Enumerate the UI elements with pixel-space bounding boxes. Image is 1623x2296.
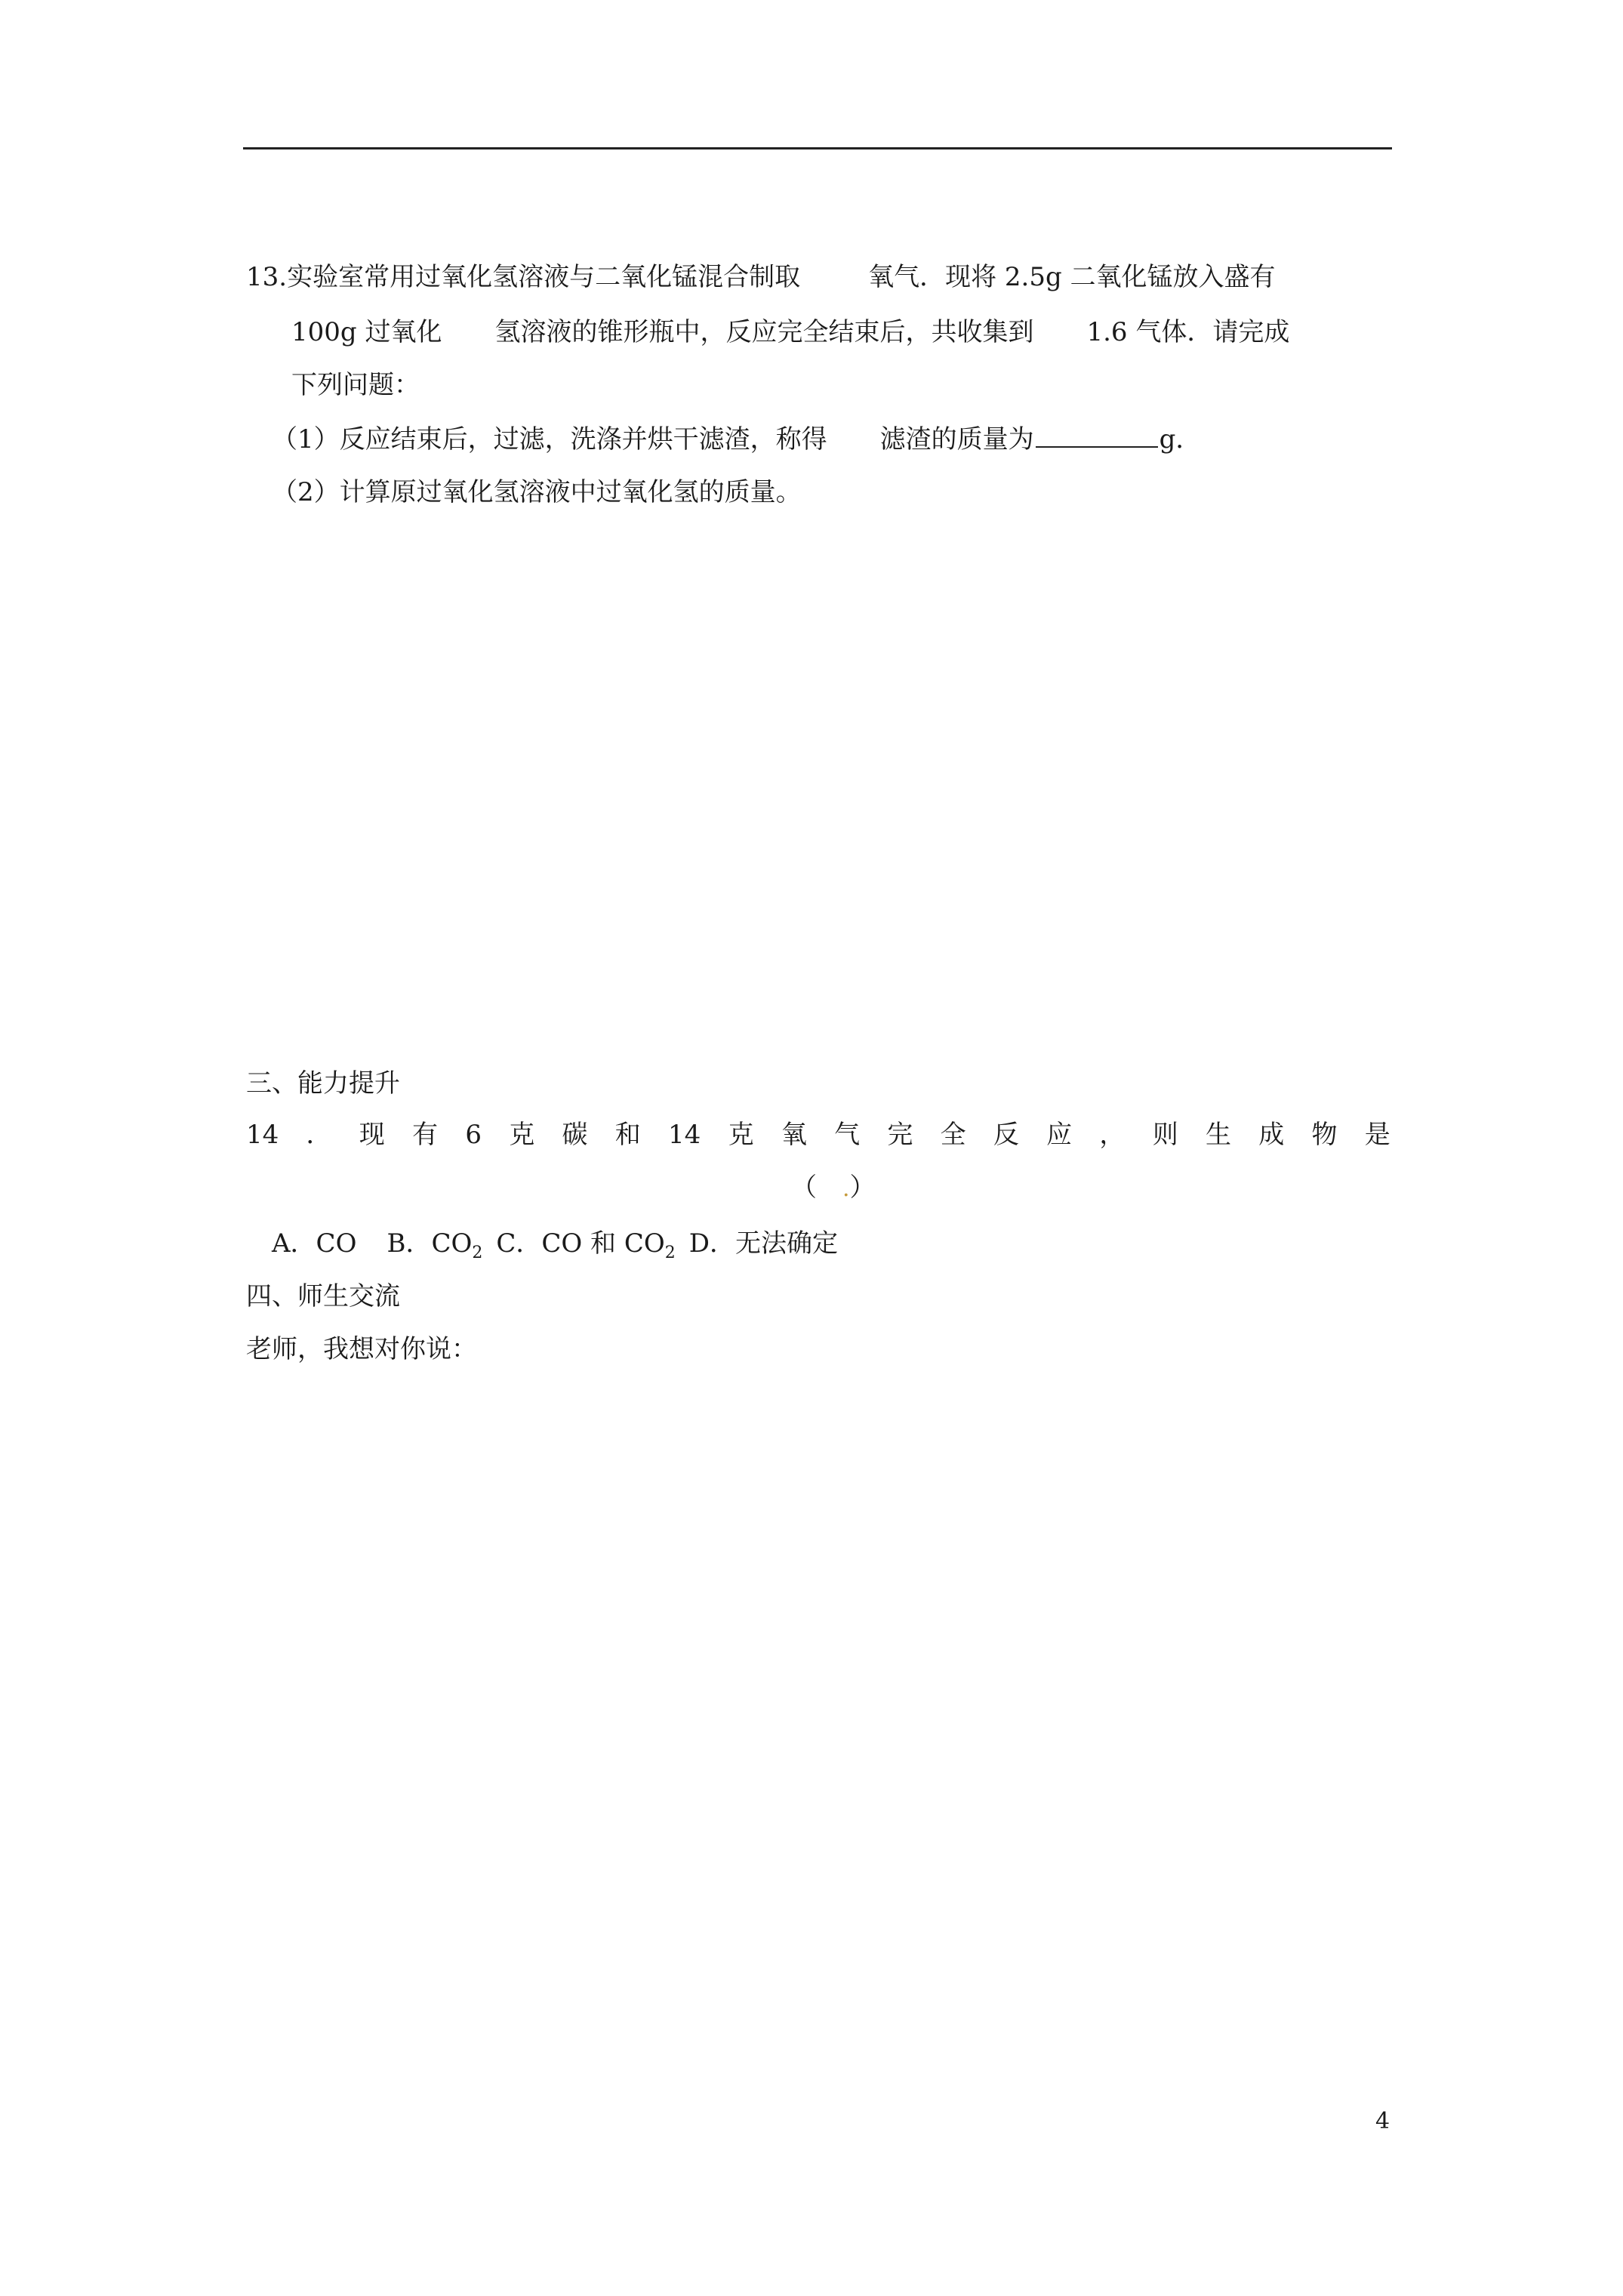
q13-line-1-part-a: 13.实验室常用过氧化氢溶液与二氧化锰混合制取	[246, 262, 801, 292]
answer-blank[interactable]	[1036, 421, 1158, 448]
section-4-heading-text: 四、师生交流	[246, 1281, 400, 1311]
paren-open: （	[791, 1173, 817, 1203]
option-c	[496, 1228, 676, 1262]
q13-subquestion-1	[272, 421, 1201, 458]
section-3-heading-text: 三、能力提升	[246, 1068, 400, 1099]
q14-token: 物	[1311, 1120, 1338, 1150]
q13-line-3	[291, 366, 420, 404]
q14-token: 成	[1258, 1120, 1285, 1150]
section-4-heading	[246, 1277, 400, 1315]
q14-token: 克	[509, 1120, 535, 1150]
paren-mark: .	[842, 1176, 850, 1202]
q14-token: 反	[993, 1120, 1019, 1150]
q14-options	[272, 1225, 838, 1262]
q13-sub1-part-a: （1）反应结束后，过滤，洗涤并烘干滤渣，称得	[272, 424, 827, 455]
section-4-prompt-text: 老师，我想对你说：	[246, 1334, 477, 1364]
q13-line-2-part-c: 1.6 气体．请完成	[1086, 317, 1290, 347]
q14-answer-parentheses[interactable]	[791, 1169, 876, 1208]
q14-token: 6	[465, 1120, 482, 1150]
section-3-heading	[246, 1065, 400, 1102]
q13-sub2-text: （2）计算原过氧化氢溶液中过氧化氢的质量。	[272, 477, 802, 507]
q13-sub1-part-b: 滤渣的质量为	[879, 424, 1034, 455]
section-4-prompt	[246, 1330, 477, 1368]
q14-token: 碳	[562, 1120, 588, 1150]
q14-token: 应	[1046, 1120, 1073, 1150]
option-d: D．无法确定	[688, 1228, 839, 1259]
page-number: 4	[1375, 2108, 1390, 2134]
q14-token: 气	[834, 1120, 861, 1150]
q14-line	[246, 1116, 1390, 1154]
q13-line-2	[291, 313, 1289, 351]
paren-close: ）	[849, 1173, 876, 1203]
q13-subquestion-2	[272, 473, 802, 511]
q14-token: 生	[1205, 1120, 1231, 1150]
q13-sub1-unit: g．	[1159, 424, 1202, 455]
option-b-text: B．CO	[387, 1228, 473, 1259]
q13-line-1-part-b: 氧气．现将 2.5g 二氧化锰放入盛有	[868, 262, 1276, 292]
header-rule	[243, 147, 1392, 149]
q14-token: 氧	[781, 1120, 807, 1150]
q14-token: 全	[940, 1120, 966, 1150]
q14-token: ．	[306, 1120, 332, 1150]
q13-line-2-part-a: 100g 过氧化	[291, 317, 442, 347]
q14-token: 则	[1152, 1120, 1178, 1150]
option-c-subscript: 2	[664, 1244, 676, 1262]
option-c-text: C．CO 和 CO	[496, 1228, 665, 1259]
q14-token: 和	[614, 1120, 641, 1150]
q13-line-3-text: 下列问题：	[291, 370, 420, 400]
q14-token: 是	[1364, 1120, 1390, 1150]
q14-token: 现	[359, 1120, 385, 1150]
option-b	[387, 1228, 483, 1262]
q14-token: 完	[887, 1120, 913, 1150]
q14-token: 克	[728, 1120, 754, 1150]
q14-token: 14	[246, 1120, 279, 1150]
q13-line-1	[246, 258, 1276, 296]
q14-token: 14	[668, 1120, 701, 1150]
q14-token: ，	[1099, 1120, 1126, 1150]
q14-token: 有	[412, 1120, 439, 1150]
q13-line-2-part-b: 氢溶液的锥形瓶中，反应完全结束后，共收集到	[494, 317, 1034, 347]
option-a: A．CO	[272, 1228, 357, 1259]
option-b-subscript: 2	[472, 1244, 483, 1262]
